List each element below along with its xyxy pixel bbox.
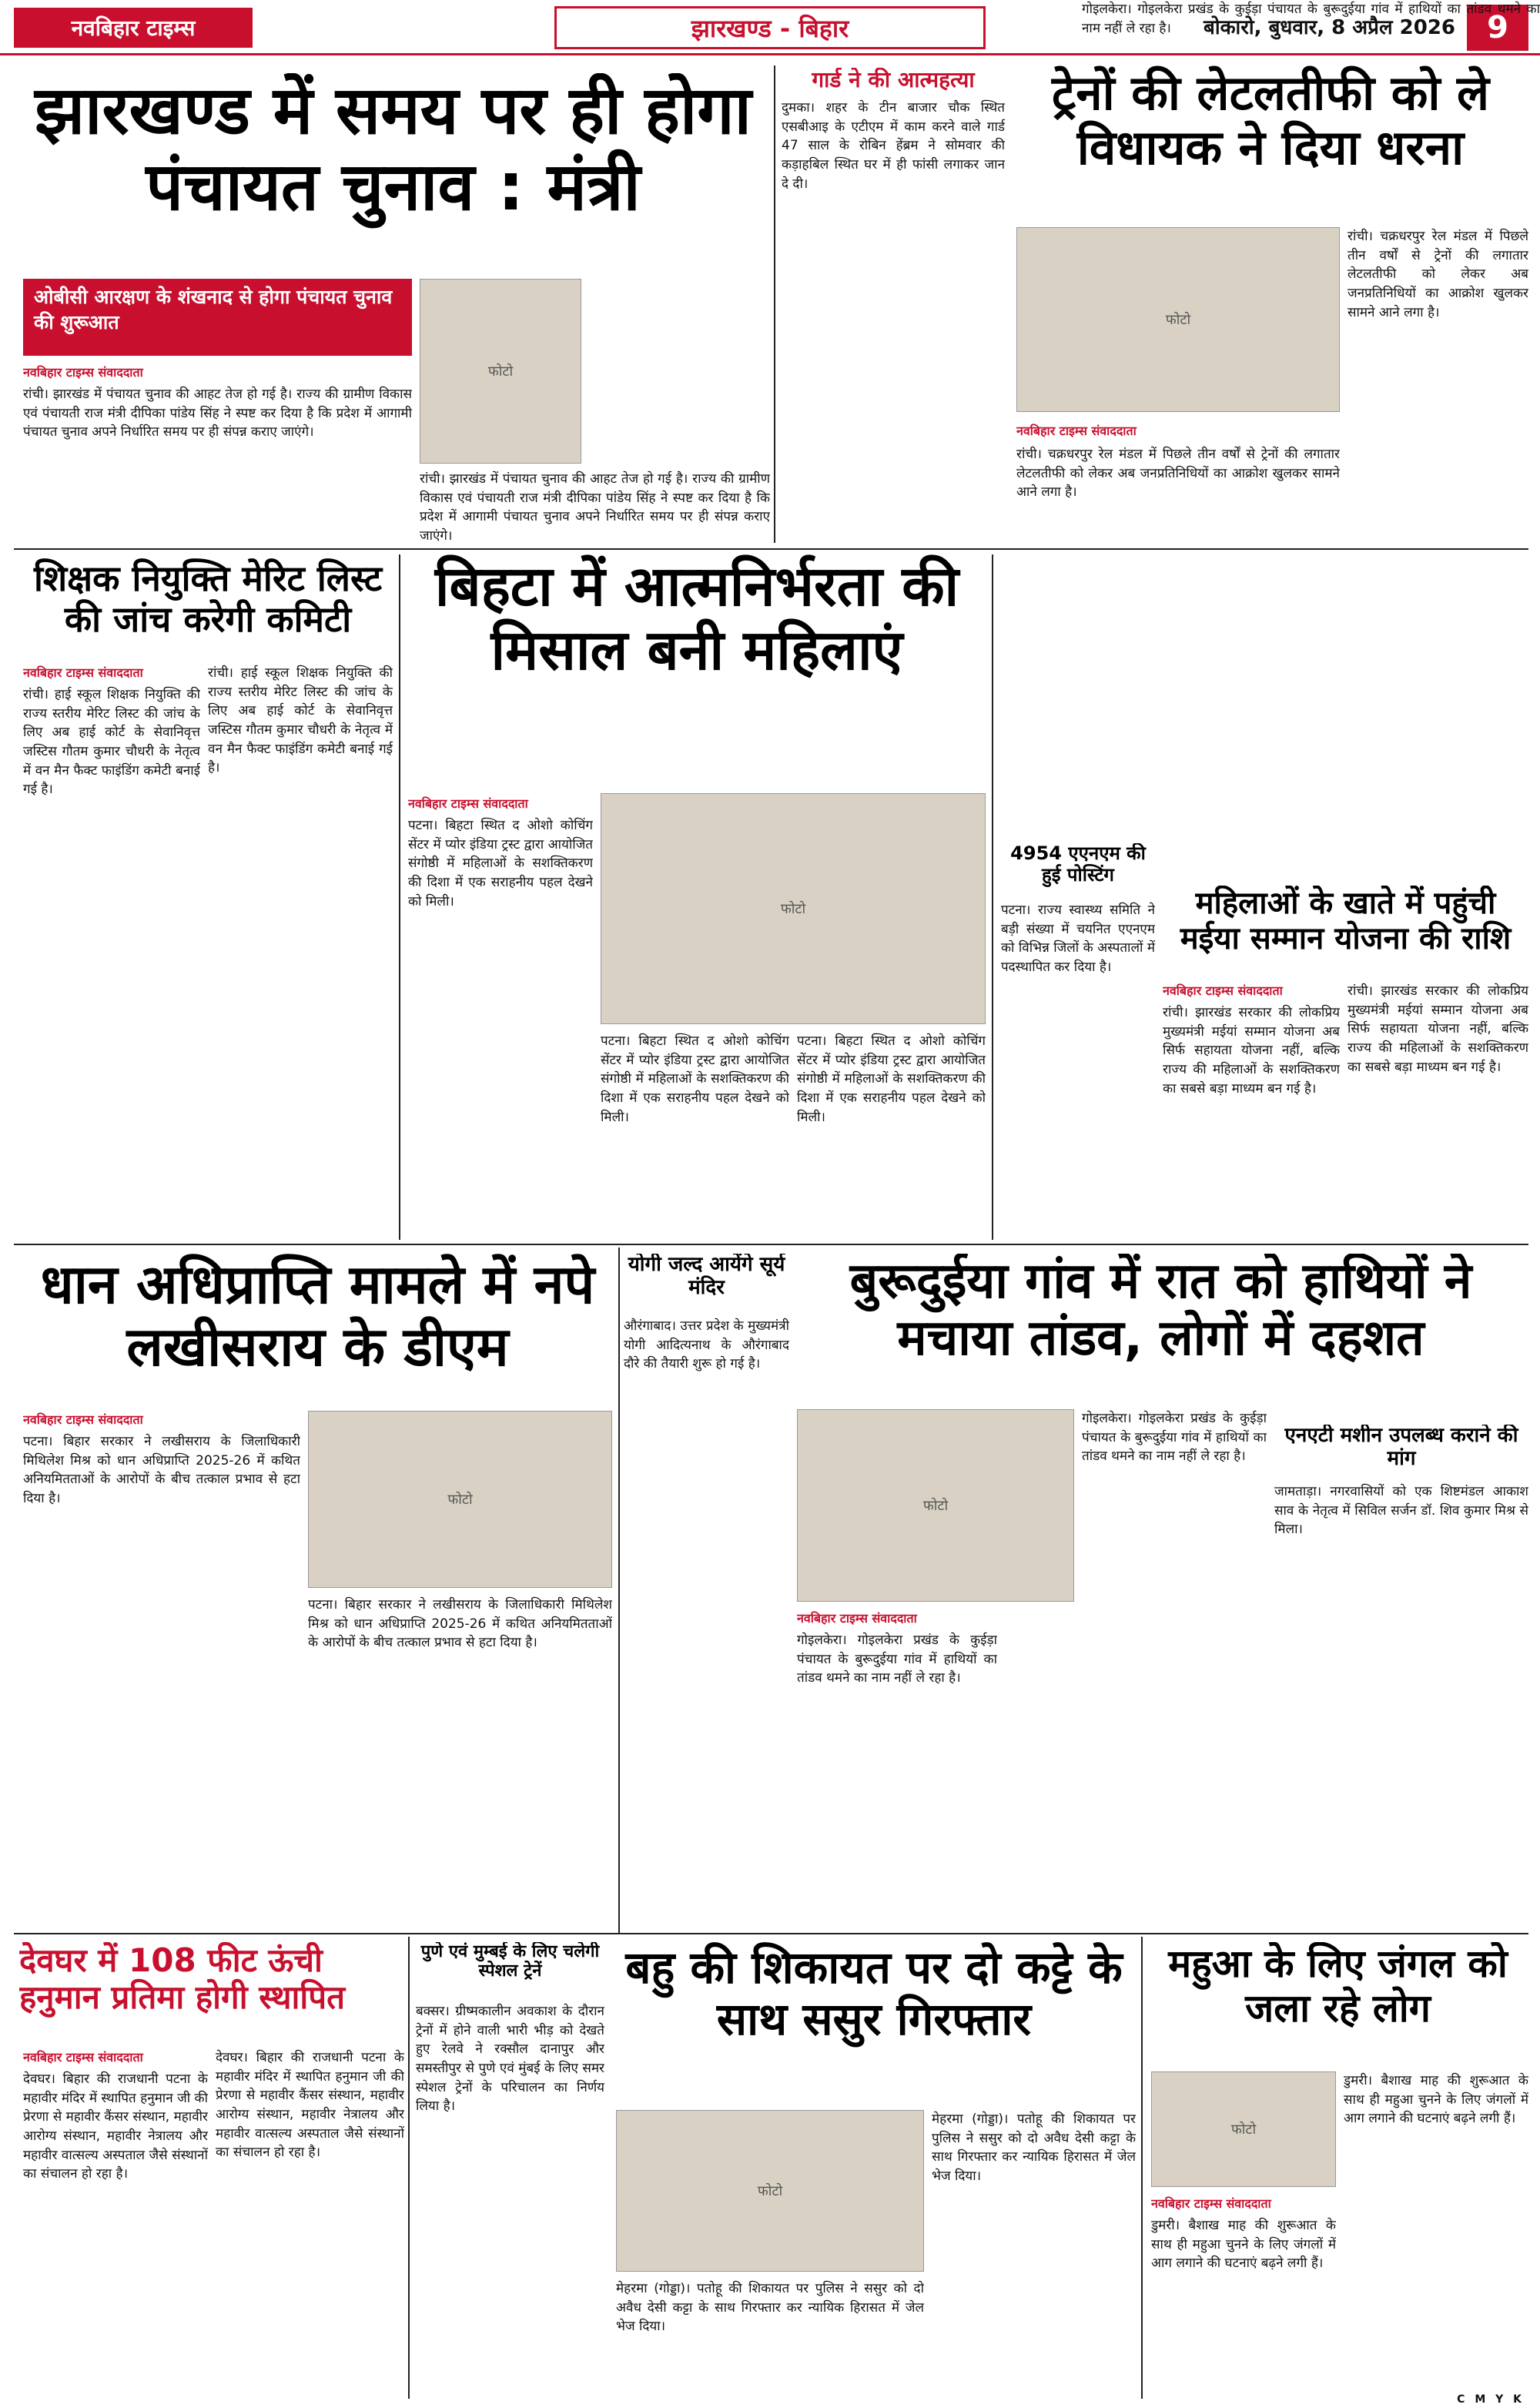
headline-guard: गार्ड ने की आत्महत्या: [812, 68, 975, 92]
article-s6: पटना। राज्य स्वास्थ्य समिति ने बड़ी संख्या में चयनित एएनएम को विभिन्न जिलों के अस्पतालों में पदस्थापित कर दिया है।: [1001, 903, 1155, 975]
article-s12: देवघर। बिहार की राजधानी पटना के महावीर मंदिर में स्थापित हनुमान जी की प्रेरणा से महावीर कैंसर संस्थान, महावीर आरोग्य संस्थान, महावीर नेत्रालय और महावीर वात्सल्य अस्पताल जैसे संस्थानों का संचालन हो रहा है।: [23, 2071, 208, 2182]
headline-arrest: बहु की शिकायत पर दो कट्टे के साथ ससुर गिरफ्तार: [625, 1942, 1123, 2045]
article-s3: रांची। चक्रधरपुर रेल मंडल में पिछले तीन वर्षों से ट्रेनों की लगातार लेटलतीफी को लेकर अब जनप्रतिनिधियों का आक्रोश खुलकर सामने आने लगा है।: [1016, 447, 1340, 501]
dateline: बोकारो, बुधवार, 8 अप्रैल 2026: [1203, 16, 1455, 39]
article-s4: रांची। हाई स्कूल शिक्षक नियुक्ति की राज्य स्तरीय मेरिट लिस्ट की जांच के लिए अब हाई कोर्ट के सेवानिवृत्त जस्टिस गौतम कुमार चौधरी के नेतृत्व में वन मैन फैक्ट फाइंडिंग कमेटी बनाई गई है।: [23, 687, 200, 798]
byline-s1: नवबिहार टाइम्स संवाददाता: [23, 365, 143, 380]
article-s14-cont: मेहरमा (गोड्डा)। पतोहू की शिकायत पर पुलिस ने ससुर को दो अवैध देसी कट्टा के साथ गिरफ्तार कर न्यायिक हिरासत में जेल भेज दिया।: [932, 2112, 1136, 2184]
article-s15: डुमरी। बैशाख माह की शुरूआत के साथ ही महुआ चुनने के लिए जंगलों में आग लगाने की घटनाएं बढ़ने लगी हैं।: [1151, 2218, 1336, 2272]
headline-bihta: बिहटा में आत्मनिर्भरता की मिसाल बनी महिलाएं: [434, 554, 959, 682]
article-s9: औरंगाबाद। उत्तर प्रदेश के मुख्यमंत्री योगी आदित्यनाथ के औरंगाबाद दौरे की तैयारी शुरू हो गई है।: [624, 1318, 789, 1372]
article-s10-cont2: गोइलकेरा। गोइलकेरा प्रखंड के कुईड़ा पंचायत के बुरूदुईया गांव में हाथियों का तांडव थमने का नाम नहीं ले रहा है।: [1082, 1411, 1267, 1465]
byline-s8: नवबिहार टाइम्स संवाददाता: [23, 1412, 143, 1427]
article-s5: पटना। बिहटा स्थित द ओशो कोचिंग सेंटर में प्योर इंडिया ट्रस्ट द्वारा आयोजित संगोष्ठी में महिलाओं के सशक्तिकरण की दिशा में एक सराहनीय पहल देखने को मिली।: [408, 818, 593, 909]
article-s7-cont: रांची। झारखंड सरकार की लोकप्रिय मुख्यमंत्री मईयां सम्मान योजना अब सिर्फ सहायता योजना नहीं, बल्कि राज्य की महिलाओं के सशक्तिकरण का सबसे बड़ा माध्यम बन गई है।: [1348, 983, 1528, 1075]
section-label: झारखण्ड - बिहार: [554, 6, 986, 49]
article-s7: रांची। झारखंड सरकार की लोकप्रिय मुख्यमंत्री मईयां सम्मान योजना अब सिर्फ सहायता योजना नहीं, बल्कि राज्य की महिलाओं के सशक्तिकरण का सबसे बड़ा माध्यम बन गई है।: [1163, 1005, 1340, 1097]
article-s11: जामताड़ा। नगरवासियों को एक शिष्टमंडल आकाश साव के नेतृत्व में सिविल सर्जन डॉ. शिव कुमार मिश्र से मिला।: [1274, 1484, 1528, 1538]
page-number: 9: [1467, 5, 1528, 51]
subhead-obc: ओबीसी आरक्षण के शंखनाद से होगा पंचायत चुनाव की शुरूआत: [23, 279, 412, 356]
mahua-photo: फोटो: [1151, 2071, 1336, 2187]
article-s12-cont: देवघर। बिहार की राजधानी पटना के महावीर मंदिर में स्थापित हनुमान जी की प्रेरणा से महावीर कैंसर संस्थान, महावीर आरोग्य संस्थान, महावीर नेत्रालय और महावीर वात्सल्य अस्पताल जैसे संस्थानों का संचालन हो रहा है।: [216, 2050, 404, 2161]
headline-lakhisarai: धान अधिप्राप्ति मामले में नपे लखीसराय के डीएम: [40, 1254, 595, 1378]
headline-mahua: महुआ के लिए जंगल को जला रहे लोग: [1168, 1942, 1508, 2031]
women-photo: फोटो: [601, 793, 986, 1024]
elephant-photo: फोटो: [797, 1409, 1074, 1602]
headline-maiya: महिलाओं के खाते में पहुंची मईया सम्मान योजना की राशि: [1180, 886, 1512, 956]
article-s1: रांची। झारखंड में पंचायत चुनाव की आहट तेज हो गई है। राज्य की ग्रामीण विकास एवं पंचायती राज मंत्री दीपिका पांडेय सिंह ने स्पष्ट कर दिया है कि प्रदेश में आगामी पंचायत चुनाव अपने निर्धारित समय पर ही संपन्न कराए जाएंगे।: [23, 387, 412, 440]
headline-trains-delay: ट्रेनों की लेटलतीफी को ले विधायक ने दिया धरना: [1051, 65, 1490, 176]
headline-anm: 4954 एएनएम की हुई पोस्टिंग: [1010, 843, 1146, 886]
article-s8: पटना। बिहार सरकार ने लखीसराय के जिलाधिकारी मिथिलेश मिश्र को धान अधिप्राप्ति 2025-26 में कथित अनियमितताओं के आरोपों के बीच तत्काल प्रभाव से हटा दिया है।: [23, 1434, 300, 1506]
cmyk-marks: C M Y K: [1457, 2393, 1525, 2406]
article-s5-cont: पटना। बिहटा स्थित द ओशो कोचिंग सेंटर में प्योर इंडिया ट्रस्ट द्वारा आयोजित संगोष्ठी में महिलाओं के सशक्तिकरण की दिशा में एक सराहनीय पहल देखने को मिली।: [601, 1033, 789, 1125]
byline-s7: नवबिहार टाइम्स संवाददाता: [1163, 983, 1283, 998]
police-photo: फोटो: [616, 2110, 924, 2272]
article-s5-cont2: पटना। बिहटा स्थित द ओशो कोचिंग सेंटर में प्योर इंडिया ट्रस्ट द्वारा आयोजित संगोष्ठी में महिलाओं के सशक्तिकरण की दिशा में एक सराहनीय पहल देखने को मिली।: [797, 1033, 986, 1125]
article-s15-cont: डुमरी। बैशाख माह की शुरूआत के साथ ही महुआ चुनने के लिए जंगलों में आग लगाने की घटनाएं बढ़ने लगी हैं।: [1344, 2073, 1528, 2127]
headline-hanuman: देवघर में 108 फीट ऊंची हनुमान प्रतिमा होगी स्थापित: [19, 1942, 346, 2017]
article-s14: मेहरमा (गोड्डा)। पतोहू की शिकायत पर पुलिस ने ससुर को दो अवैध देसी कट्टा के साथ गिरफ्तार कर न्यायिक हिरासत में जेल भेज दिया।: [616, 2281, 924, 2335]
article-s4-cont: रांची। हाई स्कूल शिक्षक नियुक्ति की राज्य स्तरीय मेरिट लिस्ट की जांच के लिए अब हाई कोर्ट के सेवानिवृत्त जस्टिस गौतम कुमार चौधरी के नेतृत्व में वन मैन फैक्ट फाइंडिंग कमेटी बनाई गई है।: [208, 665, 393, 776]
headline-nat: एनएटी मशीन उपलब्ध कराने की मांग: [1284, 1425, 1518, 1470]
byline-s4: नवबिहार टाइम्स संवाददाता: [23, 665, 143, 680]
article-s8-cont: पटना। बिहार सरकार ने लखीसराय के जिलाधिकारी मिथिलेश मिश्र को धान अधिप्राप्ति 2025-26 में कथित अनियमितताओं के आरोपों के बीच तत्काल प्रभाव से हटा दिया है।: [308, 1597, 612, 1651]
article-s1-cont: रांची। झारखंड में पंचायत चुनाव की आहट तेज हो गई है। राज्य की ग्रामीण विकास एवं पंचायती राज मंत्री दीपिका पांडेय सिंह ने स्पष्ट कर दिया है कि प्रदेश में आगामी पंचायत चुनाव अपने निर्धारित समय पर ही संपन्न कराए जाएंगे।: [420, 471, 770, 543]
headline-teacher-merit: शिक्षक नियुक्ति मेरिट लिस्ट की जांच करेगी कमिटी: [33, 558, 383, 640]
headline-panchayat: झारखण्ड में समय पर ही होगा पंचायत चुनाव : मंत्री: [35, 73, 752, 226]
brand: नवबिहार टाइम्स: [14, 8, 253, 48]
headline-elephants: बुरूदुईया गांव में रात को हाथियों ने मचाया तांडव, लोगों में दहशत: [849, 1254, 1472, 1367]
article-s10-cont: गोइलकेरा। गोइलकेरा प्रखंड के कुईड़ा पंचायत के बुरूदुईया गांव में हाथियों का तांडव थमने का नाम नहीं ले रहा है।: [1082, 2, 1540, 36]
byline-s10: नवबिहार टाइम्स संवाददाता: [797, 1611, 917, 1626]
byline-s12: नवबिहार टाइम्स संवाददाता: [23, 2050, 143, 2065]
byline-s15: नवबिहार टाइम्स संवाददाता: [1151, 2196, 1271, 2211]
protest-photo: फोटो: [1016, 227, 1340, 412]
byline-s3: नवबिहार टाइम्स संवाददाता: [1016, 424, 1137, 438]
article-s3-cont: रांची। चक्रधरपुर रेल मंडल में पिछले तीन वर्षों से ट्रेनों की लगातार लेटलतीफी को लेकर अब जनप्रतिनिधियों का आक्रोश खुलकर सामने आने लगा है।: [1348, 229, 1528, 320]
headline-yogi: योगी जल्द आयेंगे सूर्य मंदिर: [628, 1254, 785, 1299]
article-s10: गोइलकेरा। गोइलकेरा प्रखंड के कुईड़ा पंचायत के बुरूदुईया गांव में हाथियों का तांडव थमने का नाम नहीं ले रहा है।: [797, 1633, 997, 1686]
headline-special-trains: पुणे एवं मुम्बई के लिए चलेगी स्पेशल ट्रेनें: [420, 1942, 600, 1981]
minister-photo: फोटो: [420, 279, 581, 464]
grain-photo: फोटो: [308, 1411, 612, 1588]
article-s2: दुमका। शहर के टीन बाजार चौक स्थित एसबीआइ के एटीएम में काम करने वाले गार्ड 47 साल के रोबिन हेंब्रम ने सोमवार की कड़ाहबिल स्थित घर में ही फांसी लगाकर जान दे दी।: [782, 100, 1005, 192]
byline-s5: नवबिहार टाइम्स संवाददाता: [408, 796, 528, 811]
article-s13: बक्सर। ग्रीष्मकालीन अवकाश के दौरान ट्रेनों में होने वाली भारी भीड़ को देखते हुए रेलवे ने रक्सौल दानापुर और समस्तीपुर से पुणे एवं मुंबई के लिए समर स्पेशल ट्रेनों के परिचालन का निर्णय लिया है।: [416, 2004, 604, 2115]
